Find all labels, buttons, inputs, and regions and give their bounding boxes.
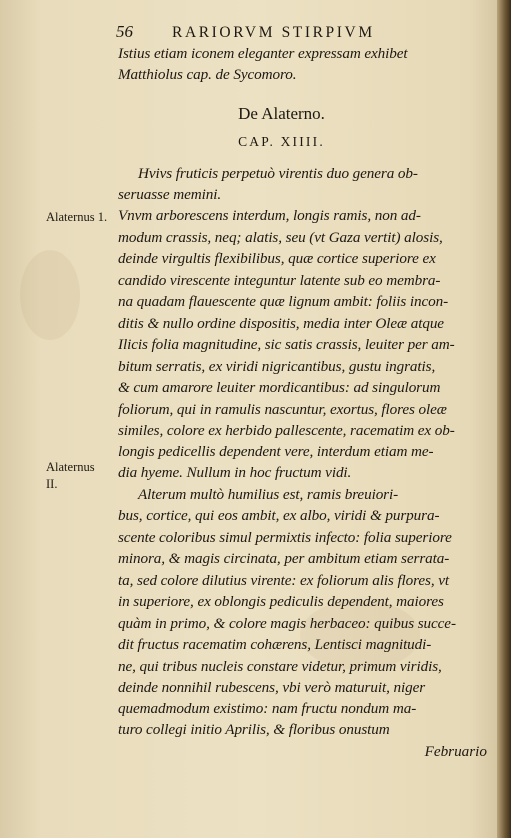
margin-note-alaternus-2-number: II.: [46, 477, 58, 491]
body-line: bus, cortice, qui eos ambit, ex albo, viridi & purpura-: [118, 507, 440, 524]
body-line: candido virescente integuntur latente sub eo membra-: [118, 272, 441, 289]
body-line: quemadmodum existimo: nam fructu nondum ma-: [118, 700, 417, 717]
chapter-title: De Alaterno.: [238, 104, 325, 123]
margin-note-alaternus-1: Alaternus 1.: [46, 210, 108, 224]
body-line: na quadam flauescente quæ lignum ambit: foliis incon-: [118, 293, 449, 310]
body-line: ta, sed colore dilutius virente: ex foliorum alis flores, vt: [118, 572, 450, 589]
intro-line: Istius etiam iconem eleganter expressam exhibet: [118, 45, 408, 62]
body-line: longis pedicellis dependent vere, interdum etiam me-: [118, 443, 434, 460]
running-title: RARIORVM STIRPIVM: [172, 24, 375, 41]
body-line: foliorum, qui in ramulis nascuntur, exortus, flores oleæ: [118, 401, 447, 418]
body-line: bitum serratis, ex viridi nigricantibus, gustu ingratis,: [118, 358, 436, 375]
body-line: dit fructus racematim cohærens, Lentisci magnitudi-: [118, 636, 432, 653]
body-line: deinde virgultis flexibilibus, quæ cortice superiore ex: [118, 250, 436, 267]
body-line: quàm in primo, & colore magis herbaceo: quibus succe-: [118, 615, 456, 632]
intro-line: Matthiolus cap. de Sycomoro.: [118, 66, 297, 83]
body-line: scente coloribus simul permixtis infecto: folia superiore: [118, 529, 452, 546]
body-line: ne, qui tribus nucleis constare videtur, primum viridis,: [118, 658, 442, 675]
body-line: turo collegi initio Aprilis, & floribus onustum: [118, 721, 390, 738]
body-line: seruasse memini.: [118, 186, 222, 203]
body-line: in superiore, ex oblongis pediculis dependent, maiores: [118, 593, 444, 610]
body-line: deinde nonnihil rubescens, vbi verò maturuit, niger: [118, 679, 426, 696]
body-line: dia hyeme. Nullum in hoc fructum vidi.: [118, 464, 352, 481]
margin-note-alaternus-2: Alaternus: [46, 460, 95, 474]
body-line: ditis & nullo ordine dispositis, media inter Oleæ atque: [118, 315, 444, 332]
page-number: 56: [116, 22, 133, 41]
body-line: modum crassis, neq; alatis, seu (vt Gaza vertit) alosis,: [118, 229, 443, 246]
chapter-number: CAP. XIIII.: [238, 134, 325, 149]
body-line: similes, colore ex herbido pallescente, racematim ex ob-: [118, 422, 455, 439]
body-line: & cum amarore leuiter mordicantibus: ad singulorum: [118, 379, 441, 396]
catchword: Februario: [424, 743, 487, 760]
body-line: Vnvm arborescens interdum, longis ramis, non ad-: [118, 207, 421, 224]
body-line: Alterum multò humilius est, ramis breuiori-: [138, 486, 399, 503]
body-line: Hvivs fruticis perpetuò virentis duo genera ob-: [138, 165, 418, 182]
body-line: Ilicis folia magnitudine, sic satis crassis, leuiter per am-: [118, 336, 455, 353]
body-line: minora, & magis circinata, per ambitum etiam serrata-: [118, 550, 450, 567]
